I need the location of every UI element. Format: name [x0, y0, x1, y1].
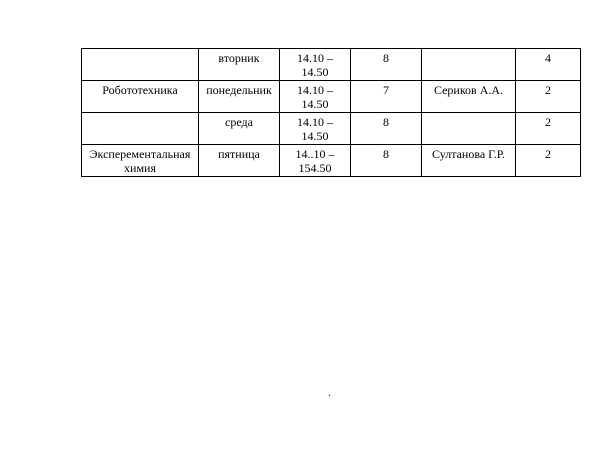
schedule-table	[81, 48, 581, 177]
time-cell: 14.10 – 14.50	[280, 113, 351, 145]
day-cell: среда	[199, 113, 280, 145]
subject-cell	[82, 113, 199, 145]
hours-cell: 2	[516, 145, 581, 177]
footer-mark: .	[328, 385, 331, 399]
table-row	[82, 145, 581, 177]
teacher-cell: Сериков А.А.	[422, 81, 516, 113]
grade-cell: 8	[351, 49, 422, 81]
table-row	[82, 81, 581, 113]
day-cell: понедельник	[199, 81, 280, 113]
subject-cell	[82, 49, 199, 81]
day-cell: пятница	[199, 145, 280, 177]
table-row	[82, 49, 581, 81]
hours-cell: 2	[516, 81, 581, 113]
grade-cell: 8	[351, 145, 422, 177]
teacher-cell	[422, 113, 516, 145]
grade-cell: 8	[351, 113, 422, 145]
time-cell: 14..10 – 154.50	[280, 145, 351, 177]
time-cell: 14.10 – 14.50	[280, 49, 351, 81]
table-row	[82, 113, 581, 145]
hours-cell: 4	[516, 49, 581, 81]
teacher-cell: Султанова Г.Р.	[422, 145, 516, 177]
grade-cell: 7	[351, 81, 422, 113]
subject-cell: Эксперементальная химия	[82, 145, 199, 177]
subject-cell: Робототехника	[82, 81, 199, 113]
teacher-cell	[422, 49, 516, 81]
time-cell: 14.10 – 14.50	[280, 81, 351, 113]
hours-cell: 2	[516, 113, 581, 145]
day-cell: вторник	[199, 49, 280, 81]
